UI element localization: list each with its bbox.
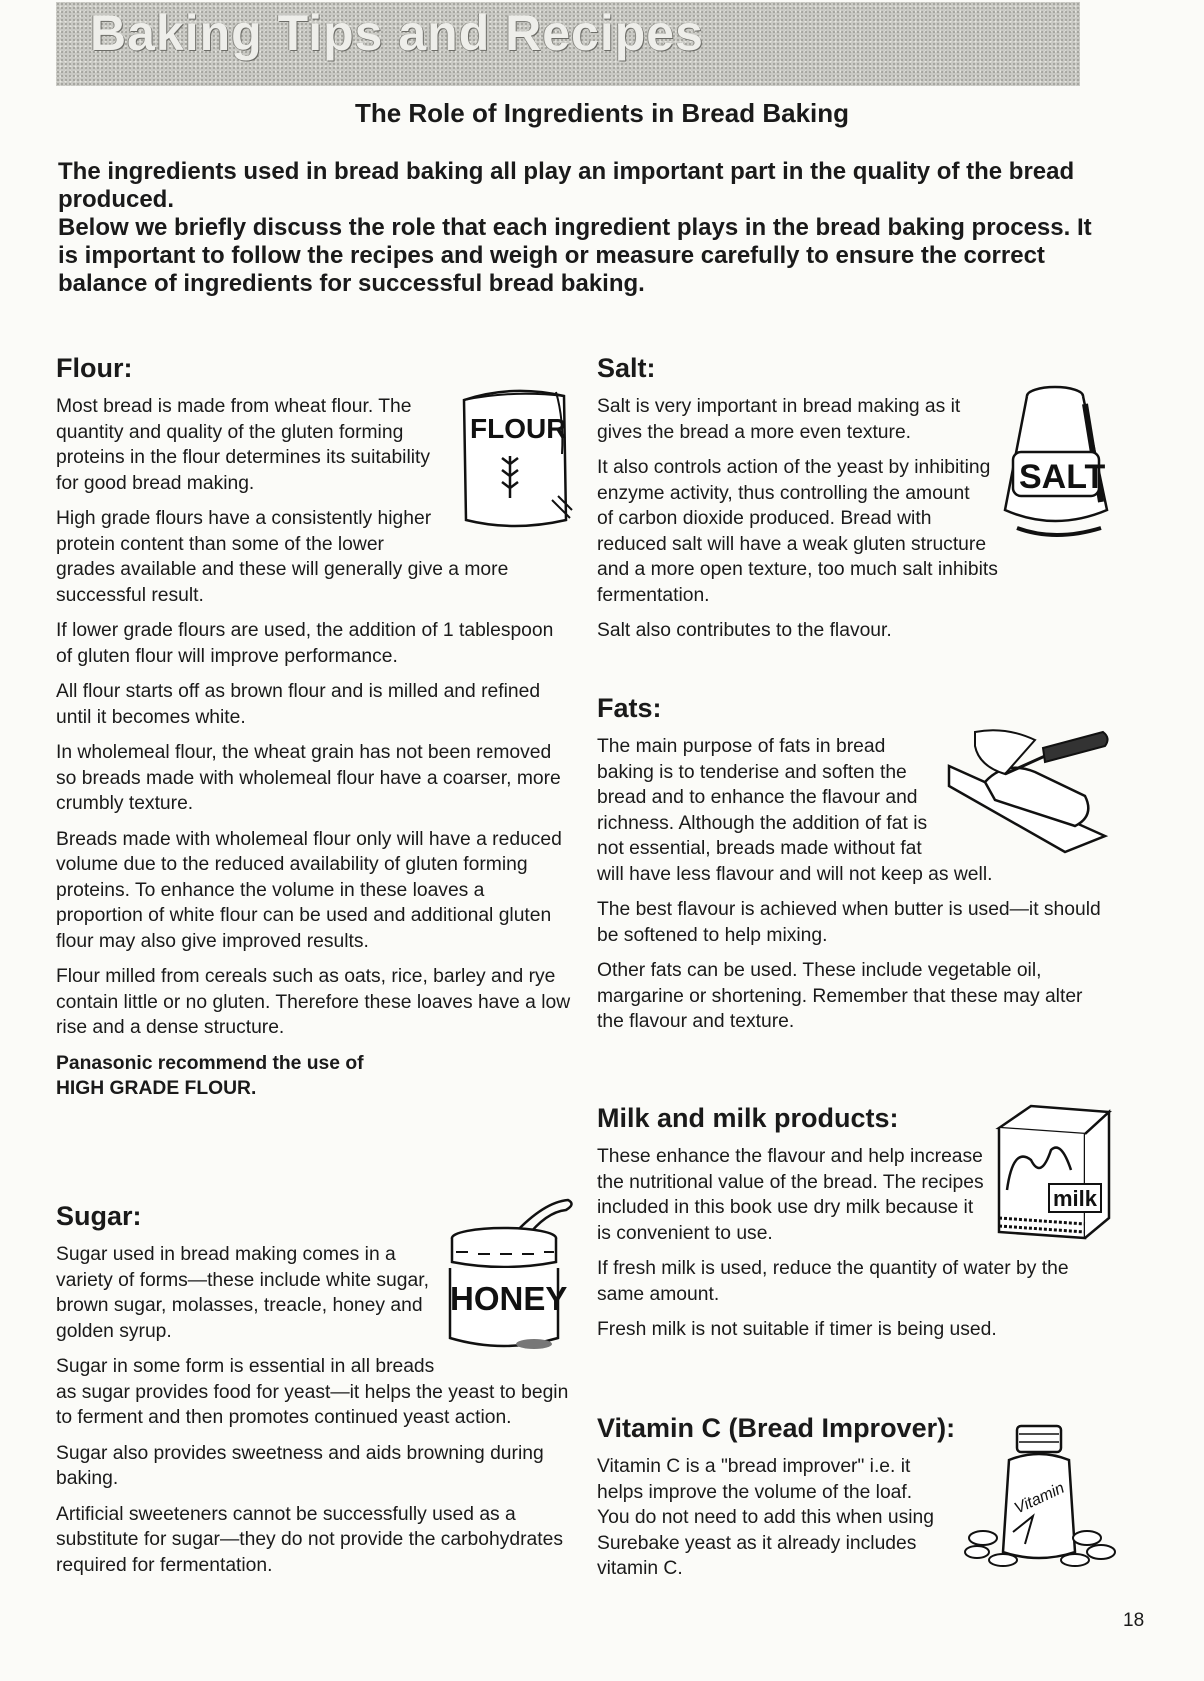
fats-section xyxy=(597,692,1107,1045)
header-banner xyxy=(56,2,1080,86)
intro-text xyxy=(58,158,1098,298)
vitamin-c-section xyxy=(597,1412,1107,1592)
milk-paragraph-3: Fresh milk is not suitable if timer is being used. xyxy=(597,1319,997,1340)
fats-paragraph-2: The best flavour is achieved when butter is used—it should be softened to help mixing. xyxy=(597,899,1101,946)
flour-paragraph-2: High grade flours have a consistently higher protein content than some of the lower grades available and these will generally give a more successful result. xyxy=(56,508,509,606)
sugar-paragraph-1: Sugar used in bread making comes in a variety of forms—these include white sugar, brown sugar, molasses, treacle, honey and golden syrup. xyxy=(56,1244,429,1342)
fats-paragraph-1: The main purpose of fats in bread baking is to tenderise and soften the bread and to enhance the flavour and richness. Although the addition of fat is not essential, breads made without fat will have less flavour and will not keep as well. xyxy=(597,736,993,885)
sugar-paragraph-3: Sugar also provides sweetness and aids browning during baking. xyxy=(56,1442,544,1489)
flour-bag-label: FLOUR xyxy=(470,413,567,444)
honey-jar-label: HONEY xyxy=(450,1280,568,1317)
flour-paragraph-3: If lower grade flours are used, the addition of 1 tablespoon of gluten flour will improve performance. xyxy=(56,620,554,667)
salt-paragraph-3: Salt also contributes to the flavour. xyxy=(597,620,892,641)
page-title: The Role of Ingredients in Bread Baking xyxy=(354,98,850,128)
milk-heading: Milk and milk products: xyxy=(597,1103,899,1133)
flour-bag-icon xyxy=(452,380,582,532)
salt-shaker-icon xyxy=(997,382,1115,546)
salt-paragraph-1: Salt is very important in bread making as it gives the bread a more even texture. xyxy=(597,396,961,443)
sugar-heading: Sugar: xyxy=(56,1201,142,1231)
flour-paragraph-6: Breads made with wholemeal flour only will have a reduced volume due to the reduced availability of gluten forming proteins. To enhance the volume in these loaves a proportion of white flour can be used and additional gluten flour may also give improved results. xyxy=(56,828,562,952)
milk-paragraph-2: If fresh milk is used, reduce the quantity of water by the same amount. xyxy=(597,1258,1069,1305)
vitamin-c-paragraph-2: You do not need to add this when using Surebake yeast as it already includes vitamin C. xyxy=(597,1507,934,1579)
flour-paragraph-7: Flour milled from cereals such as oats, rice, barley and rye contain little or no gluten. Therefore these loaves have a low rise and a dense structure. xyxy=(56,966,571,1038)
salt-section xyxy=(597,352,1107,654)
vitamin-c-heading: Vitamin C (Bread Improver): xyxy=(597,1413,956,1443)
honey-jar-icon xyxy=(444,1188,574,1356)
sugar-paragraph-4: Artificial sweeteners cannot be successfully used as a substitute for sugar—they do not provide the carbohydrates required for fermentation. xyxy=(56,1503,563,1576)
flour-paragraph-5: In wholemeal flour, the wheat grain has not been removed so breads made with wholemeal flour have a coarser, more crumbly texture. xyxy=(56,742,561,814)
sugar-section xyxy=(56,1200,574,1588)
flour-paragraph-1: Most bread is made from wheat flour. The quantity and quality of the gluten forming proteins in the flour determines its suitability for good bread making. xyxy=(56,396,431,494)
banner-title: Baking Tips and Recipes xyxy=(90,5,704,61)
fats-paragraph-3: Other fats can be used. These include vegetable oil, margarine or shortening. Remember that these may alter the flavour and texture. xyxy=(597,960,1083,1032)
milk-section xyxy=(597,1102,1107,1353)
milk-paragraph-1: These enhance the flavour and help increase the nutritional value of the bread. The recipes included in this book use dry milk because it is convenient to use. xyxy=(597,1146,984,1244)
vitamin-bottle-label: Vitamin xyxy=(1011,1479,1068,1518)
vitamin-c-paragraph-1: Vitamin C is a "bread improver" i.e. it helps improve the volume of the loaf. xyxy=(597,1456,913,1503)
salt-shaker-label: SALT xyxy=(1019,458,1106,496)
flour-recommendation-1: Panasonic recommend the use of xyxy=(56,1052,364,1074)
sugar-paragraph-2: Sugar in some form is essential in all breads as sugar provides food for yeast—it helps the yeast to begin to ferment and then promotes continued yeast action. xyxy=(56,1356,569,1428)
milk-carton-icon xyxy=(991,1100,1117,1242)
flour-heading: Flour: xyxy=(56,353,133,383)
flour-paragraph-4: All flour starts off as brown flour and is milled and refined until it becomes white. xyxy=(56,681,541,728)
salt-paragraph-2: It also controls action of the yeast by inhibiting enzyme activity, thus controlling the amount of carbon dioxide produced. Bread with reduced salt will have a weak gluten structure and a more open texture, too much salt inhibits fermentation. xyxy=(597,457,998,606)
intro-paragraph-1: The ingredients used in bread baking all play an important part in the quality of the bread produced. xyxy=(58,158,1075,213)
butter-knife-icon xyxy=(945,726,1115,856)
milk-carton-label: milk xyxy=(1053,1186,1098,1211)
salt-heading: Salt: xyxy=(597,353,656,383)
page-number: 18 xyxy=(1123,1610,1145,1631)
flour-recommendation-2: HIGH GRADE FLOUR. xyxy=(56,1078,257,1099)
fats-heading: Fats: xyxy=(597,693,662,723)
intro-paragraph-2: Below we briefly discuss the role that each ingredient plays in the bread baking process. It is important to follow the recipes and weigh or measure carefully to ensure the correct balance of ingredients for successful bread baking. xyxy=(58,214,1092,297)
vitamin-bottle-icon xyxy=(963,1420,1119,1570)
flour-section xyxy=(56,352,574,1102)
